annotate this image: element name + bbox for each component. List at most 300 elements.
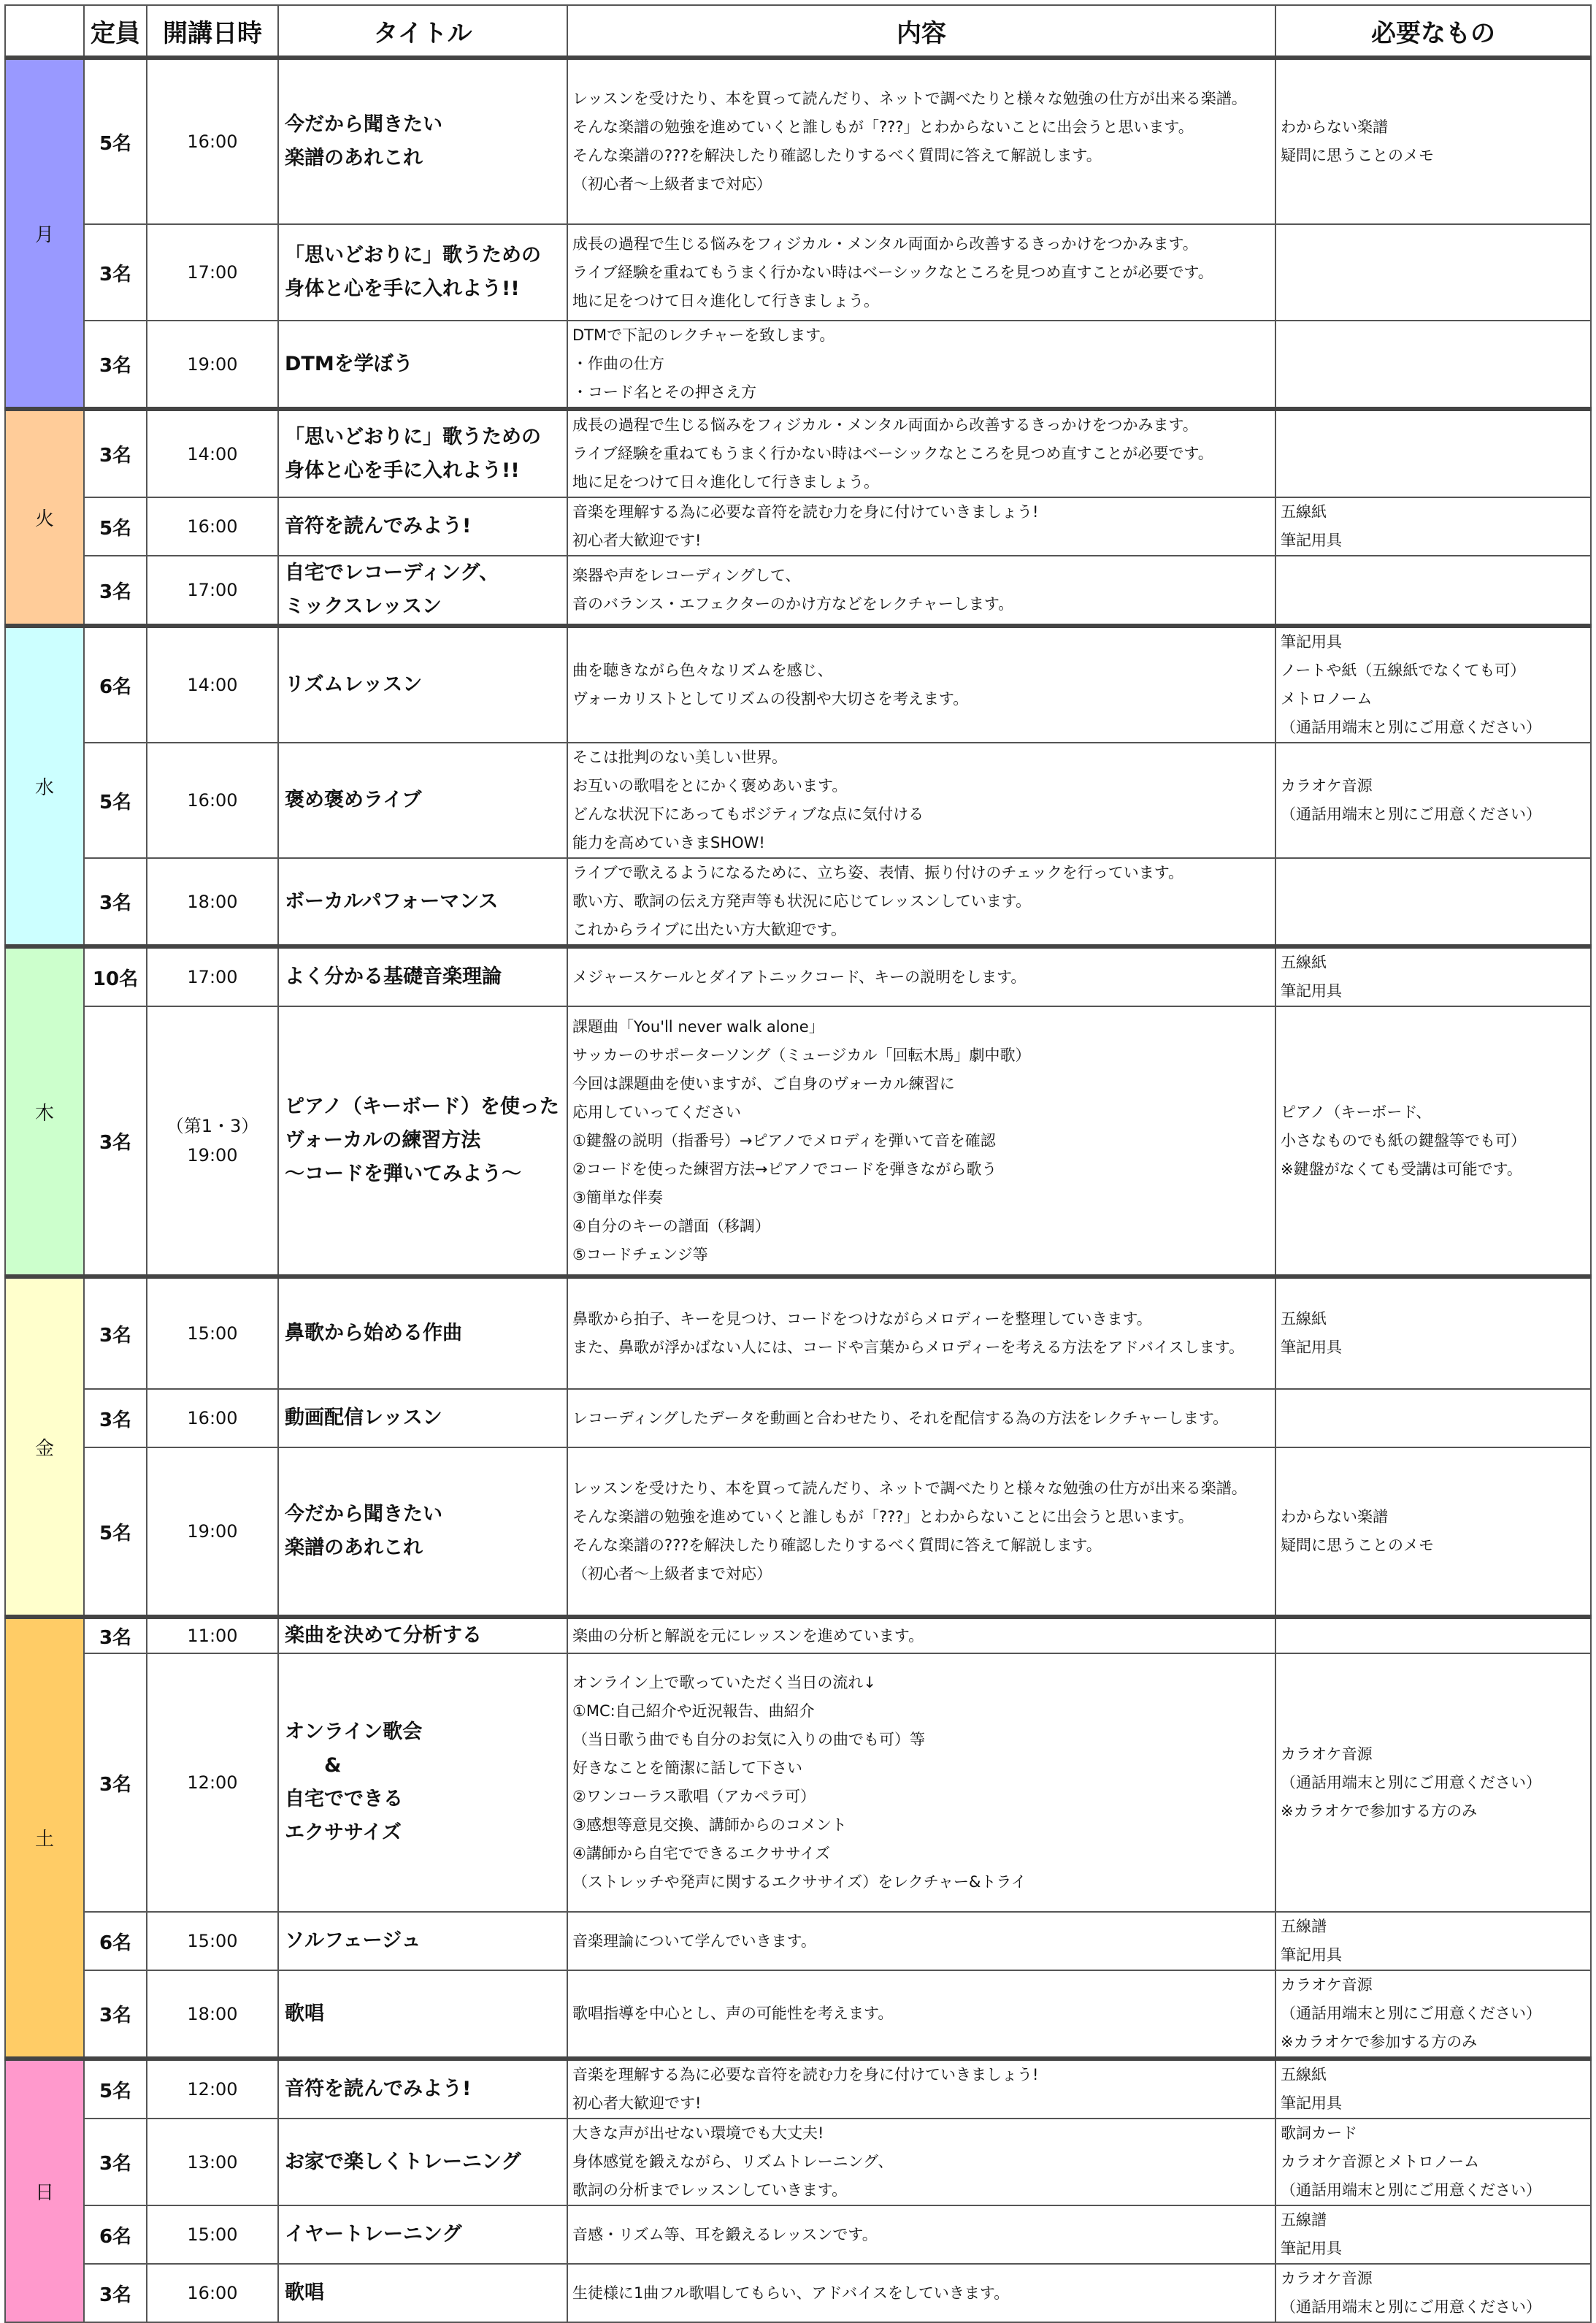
content-line: 応用していってください xyxy=(572,1103,741,1121)
time-line: 15:00 xyxy=(187,1931,238,1951)
needs-line: 筆記用具 xyxy=(1281,2240,1342,2257)
needs-cell xyxy=(1275,1389,1591,1447)
time-cell xyxy=(147,1617,278,1653)
time-line: 19:00 xyxy=(187,1145,238,1166)
content-cell xyxy=(567,409,1275,497)
content-line: ⑤コードチェンジ等 xyxy=(572,1245,708,1263)
content-line: 音楽を理解する為に必要な音符を読む力を身に付けていきましょう! xyxy=(572,503,1039,521)
needs-line: 五線譜 xyxy=(1281,1918,1327,1935)
lesson-row xyxy=(5,946,1591,1006)
time-cell xyxy=(147,497,278,556)
needs-cell xyxy=(1275,58,1591,224)
content-line: メジャースケールとダイアトニックコード、キーの説明をします。 xyxy=(572,968,1027,986)
needs-line: 五線譜 xyxy=(1281,2211,1327,2229)
content-line: 歌唱指導を中心とし、声の可能性を考えます。 xyxy=(572,2005,894,2022)
time-line: （第1・3） xyxy=(166,1116,259,1136)
capacity-cell: 5名 xyxy=(84,497,147,556)
needs-line: わからない楽譜 xyxy=(1281,118,1388,136)
content-line: DTMで下記のレクチャーを致します。 xyxy=(572,326,835,344)
needs-line: （通話用端末と別にご用意ください） xyxy=(1281,2005,1541,2022)
time-cell xyxy=(147,1447,278,1617)
needs-line: 筆記用具 xyxy=(1281,1339,1342,1356)
time-cell xyxy=(147,321,278,409)
time-cell xyxy=(147,224,278,321)
content-line: そんな楽譜の勉強を進めていくと誰しもが「???」とわからないことに出会うと思います。 xyxy=(572,118,1194,136)
content-line: また、鼻歌が浮かばない人には、コードや言葉からメロディーを考える方法をアドバイスします。 xyxy=(572,1339,1245,1356)
needs-cell xyxy=(1275,946,1591,1006)
title-cell xyxy=(278,1389,567,1447)
content-cell xyxy=(567,626,1275,743)
time-line: 16:00 xyxy=(187,790,238,811)
content-line: 地に足をつけて日々進化して行きましょう。 xyxy=(572,473,879,491)
lesson-row xyxy=(5,409,1591,497)
content-cell xyxy=(567,1970,1275,2059)
needs-line: ピアノ（キーボード、 xyxy=(1281,1103,1432,1121)
content-line: サッカーのサポーターソング（ミュージカル「回転木馬」劇中歌） xyxy=(572,1046,1031,1064)
lesson-row xyxy=(5,1653,1591,1912)
title-cell xyxy=(278,556,567,626)
lesson-row xyxy=(5,2059,1591,2119)
needs-line: （通話用端末と別にご用意ください） xyxy=(1281,719,1541,736)
lesson-row xyxy=(5,1912,1591,1970)
needs-cell xyxy=(1275,2059,1591,2119)
time-cell xyxy=(147,556,278,626)
time-cell xyxy=(147,58,278,224)
capacity-cell: 3名 xyxy=(84,556,147,626)
capacity-cell: 5名 xyxy=(84,2059,147,2119)
needs-line: （通話用端末と別にご用意ください） xyxy=(1281,2298,1541,2316)
title-line: 楽譜のあれこれ xyxy=(285,1536,423,1559)
content-line: 曲を聴きながら色々なリズムを感じ、 xyxy=(572,662,833,679)
title-line: ピアノ（キーボード）を使った xyxy=(285,1095,559,1118)
title-line: 楽曲を決めて分析する xyxy=(285,1624,482,1647)
content-cell xyxy=(567,1006,1275,1277)
content-line: ②コードを使った練習方法→ピアノでコードを弾きながら歌う xyxy=(572,1160,997,1178)
title-line: 今だから聞きたい xyxy=(285,1503,442,1526)
title-line: 歌唱 xyxy=(285,2281,324,2304)
content-line: 成長の過程で生じる悩みをフィジカル・メンタル両面から改善するきっかけをつかみます。 xyxy=(572,234,1198,253)
title-cell xyxy=(278,1447,567,1617)
needs-line: ※鍵盤がなくても受講は可能です。 xyxy=(1281,1160,1522,1178)
content-line: そこは批判のない美しい世界。 xyxy=(572,749,787,766)
time-line: 16:00 xyxy=(187,2283,238,2303)
needs-cell xyxy=(1275,1912,1591,1970)
content-line: 好きなことを簡潔に話して下さい xyxy=(572,1759,802,1777)
content-line: 楽器や声をレコーディングして、 xyxy=(572,567,801,584)
content-cell xyxy=(567,743,1275,858)
content-line: そんな楽譜の勉強を進めていくと誰しもが「???」とわからないことに出会うと思います。 xyxy=(572,1508,1194,1526)
title-cell xyxy=(278,1617,567,1653)
needs-line: （通話用端末と別にご用意ください） xyxy=(1281,1773,1541,1791)
title-line: ミックスレッスン xyxy=(285,595,442,618)
content-line: ライブ経験を重ねてもうまく行かない時はベーシックなところを見つめ直すことが必要です。 xyxy=(572,263,1213,281)
time-cell xyxy=(147,1389,278,1447)
capacity-cell: 5名 xyxy=(84,58,147,224)
time-cell xyxy=(147,1653,278,1912)
time-line: 18:00 xyxy=(187,891,238,912)
title-line: エクササイズ xyxy=(285,1821,402,1844)
content-line: 初心者大歓迎です! xyxy=(572,532,702,549)
title-line: 身体と心を手に入れよう!! xyxy=(285,459,520,482)
capacity-cell: 6名 xyxy=(84,2205,147,2264)
lesson-row xyxy=(5,1277,1591,1389)
capacity-cell: 3名 xyxy=(84,1006,147,1277)
content-line: （ストレッチや発声に関するエクササイズ）をレクチャー&トライ xyxy=(572,1873,1027,1891)
time-line: 14:00 xyxy=(187,675,238,695)
content-line: ④講師から自宅でできるエクササイズ xyxy=(572,1845,831,1862)
content-line: お互いの歌唱をとにかく褒めあいます。 xyxy=(572,777,848,795)
content-line: ライブ経験を重ねてもうまく行かない時はベーシックなところを見つめ直すことが必要です。 xyxy=(572,445,1213,462)
content-line: オンライン上で歌っていただく当日の流れ↓ xyxy=(572,1674,876,1691)
header-row xyxy=(5,5,1591,58)
title-line: ～コードを弾いてみよう～ xyxy=(285,1163,521,1185)
lesson-row xyxy=(5,224,1591,321)
needs-cell xyxy=(1275,743,1591,858)
lesson-row xyxy=(5,497,1591,556)
capacity-cell: 6名 xyxy=(84,626,147,743)
title-line: 自宅でできる xyxy=(285,1788,403,1810)
content-line: 大きな声が出せない環境でも大丈夫! xyxy=(572,2124,824,2142)
needs-line: カラオケ音源とメトロノーム xyxy=(1281,2153,1479,2170)
content-line: ③簡単な伴奏 xyxy=(572,1188,663,1206)
time-line: 16:00 xyxy=(187,1408,238,1428)
capacity-cell: 3名 xyxy=(84,1617,147,1653)
content-line: 音のバランス・エフェクターのかけ方などをレクチャーします。 xyxy=(572,595,1014,613)
title-cell xyxy=(278,1653,567,1912)
title-cell xyxy=(278,321,567,409)
capacity-cell: 3名 xyxy=(84,2119,147,2205)
content-line: ④自分のキーの譜面（移調） xyxy=(572,1217,770,1235)
time-line: 16:00 xyxy=(187,131,238,152)
content-line: ②ワンコーラス歌唱（アカペラ可） xyxy=(572,1788,816,1805)
title-line: 歌唱 xyxy=(285,2002,324,2025)
title-line: よく分かる基礎音楽理論 xyxy=(285,965,502,988)
title-cell xyxy=(278,409,567,497)
title-cell xyxy=(278,497,567,556)
title-line: 身体と心を手に入れよう!! xyxy=(285,278,520,300)
needs-cell xyxy=(1275,1277,1591,1389)
title-line: 動画配信レッスン xyxy=(285,1407,442,1429)
header-title: タイトル xyxy=(278,5,567,58)
title-cell xyxy=(278,1912,567,1970)
time-cell xyxy=(147,743,278,858)
needs-line: 筆記用具 xyxy=(1281,532,1342,549)
needs-line: カラオケ音源 xyxy=(1281,2270,1373,2287)
title-line: 鼻歌から始める作曲 xyxy=(285,1322,462,1344)
content-cell xyxy=(567,1447,1275,1617)
content-cell xyxy=(567,1277,1275,1389)
header-capacity: 定員 xyxy=(84,5,147,58)
needs-line: 小さなものでも紙の鍵盤等でも可） xyxy=(1281,1131,1526,1149)
content-line: 音楽理論について学んでいきます。 xyxy=(572,1932,816,1950)
title-line: オンライン歌会 xyxy=(285,1721,423,1743)
title-cell xyxy=(278,1006,567,1277)
needs-cell xyxy=(1275,626,1591,743)
time-cell xyxy=(147,2205,278,2264)
content-line: ヴォーカリストとしてリズムの役割や大切さを考えます。 xyxy=(572,690,969,708)
content-line: ①MC:自己紹介や近況報告、曲紹介 xyxy=(572,1702,815,1720)
title-cell xyxy=(278,2119,567,2205)
needs-cell xyxy=(1275,224,1591,321)
content-cell xyxy=(567,946,1275,1006)
content-line: 楽曲の分析と解説を元にレッスンを進めています。 xyxy=(572,1626,924,1645)
content-line: レコーディングしたデータを動画と合わせたり、それを配信する為の方法をレクチャーします。 xyxy=(572,1409,1229,1427)
time-line: 16:00 xyxy=(187,516,238,537)
content-line: （初心者～上級者まで対応） xyxy=(572,1565,772,1583)
lesson-row xyxy=(5,556,1591,626)
title-line: イヤートレーニング xyxy=(285,2223,462,2246)
content-line: 地に足をつけて日々進化して行きましょう。 xyxy=(572,291,879,310)
needs-line: 歌詞カード xyxy=(1281,2124,1357,2142)
content-line: （当日歌う曲でも自分のお気に入りの曲でも可）等 xyxy=(572,1731,925,1748)
content-line: ・コード名とその押さえ方 xyxy=(572,383,756,401)
needs-line: わからない楽譜 xyxy=(1281,1508,1388,1526)
content-line: そんな楽譜の???を解決したり確認したりするべく質問に答えて解説します。 xyxy=(572,147,1102,164)
time-cell xyxy=(147,409,278,497)
lesson-row xyxy=(5,743,1591,858)
lesson-row xyxy=(5,1389,1591,1447)
needs-line: カラオケ音源 xyxy=(1281,1976,1373,1994)
time-line: 19:00 xyxy=(187,1521,238,1542)
time-cell xyxy=(147,2264,278,2322)
time-line: 15:00 xyxy=(187,1323,238,1344)
time-line: 11:00 xyxy=(187,1626,238,1646)
needs-line: ※カラオケで参加する方のみ xyxy=(1281,2033,1478,2051)
content-cell xyxy=(567,58,1275,224)
lesson-row xyxy=(5,1970,1591,2059)
needs-cell xyxy=(1275,556,1591,626)
content-line: 初心者大歓迎です! xyxy=(572,2094,702,2112)
title-line: 「思いどおりに」歌うための xyxy=(285,244,541,267)
time-cell xyxy=(147,2059,278,2119)
content-line: 今回は課題曲を使いますが、ご自身のヴォーカル練習に xyxy=(572,1074,955,1092)
needs-cell xyxy=(1275,2264,1591,2322)
content-line: ①鍵盤の説明（指番号）→ピアノでメロディを弾いて音を確認 xyxy=(572,1131,996,1149)
needs-line: 五線紙 xyxy=(1281,2066,1327,2083)
time-line: 13:00 xyxy=(187,2151,238,2173)
needs-cell xyxy=(1275,1970,1591,2059)
title-cell xyxy=(278,2205,567,2264)
time-line: 12:00 xyxy=(187,2079,238,2100)
content-cell xyxy=(567,1912,1275,1970)
needs-cell xyxy=(1275,409,1591,497)
day-label: 土 xyxy=(5,1617,84,2059)
title-cell xyxy=(278,858,567,946)
time-cell xyxy=(147,1277,278,1389)
content-line: レッスンを受けたり、本を買って読んだり、ネットで調べたりと様々な勉強の仕方が出来る楽譜。 xyxy=(572,1480,1247,1497)
lesson-row xyxy=(5,2205,1591,2264)
title-cell xyxy=(278,224,567,321)
content-line: 生徒様に1曲フル歌唱してもらい、アドバイスをしていきます。 xyxy=(572,2284,1010,2302)
capacity-cell: 3名 xyxy=(84,858,147,946)
capacity-cell: 5名 xyxy=(84,1447,147,1617)
needs-cell xyxy=(1275,1447,1591,1617)
content-cell xyxy=(567,1617,1275,1653)
day-label: 日 xyxy=(5,2059,84,2322)
capacity-cell: 3名 xyxy=(84,2264,147,2322)
content-cell xyxy=(567,497,1275,556)
needs-line: 筆記用具 xyxy=(1281,2094,1342,2112)
needs-cell xyxy=(1275,2119,1591,2205)
needs-line: カラオケ音源 xyxy=(1281,1745,1373,1763)
lesson-row xyxy=(5,2264,1591,2322)
time-line: 18:00 xyxy=(187,2003,238,2024)
content-line: （初心者～上級者まで対応） xyxy=(572,175,772,193)
content-line: 音感・リズム等、耳を鍛えるレッスンです。 xyxy=(572,2225,878,2243)
day-label: 木 xyxy=(5,946,84,1277)
content-line: ライブで歌えるようになるために、立ち姿、表情、振り付けのチェックを行っています。 xyxy=(572,864,1184,881)
capacity-cell: 6名 xyxy=(84,1912,147,1970)
title-line: 今だから聞きたい xyxy=(285,113,442,136)
header-time: 開講日時 xyxy=(147,5,278,58)
content-line: 能力を高めていきまSHOW! xyxy=(572,834,765,851)
needs-line: ※カラオケで参加する方のみ xyxy=(1281,1802,1478,1820)
capacity-cell: 3名 xyxy=(84,224,147,321)
title-cell xyxy=(278,2264,567,2322)
capacity-cell: 3名 xyxy=(84,1277,147,1389)
capacity-cell: 5名 xyxy=(84,743,147,858)
needs-line: 五線紙 xyxy=(1281,1310,1327,1328)
lesson-row xyxy=(5,1006,1591,1277)
needs-cell xyxy=(1275,321,1591,409)
time-line: 19:00 xyxy=(187,353,238,375)
title-cell xyxy=(278,58,567,224)
header-content: 内容 xyxy=(567,5,1275,58)
capacity-cell: 3名 xyxy=(84,321,147,409)
title-line: 楽譜のあれこれ xyxy=(285,147,423,169)
time-line: 17:00 xyxy=(187,262,238,283)
title-line: 「思いどおりに」歌うための xyxy=(285,425,541,448)
lesson-row xyxy=(5,1447,1591,1617)
title-cell xyxy=(278,626,567,743)
content-cell xyxy=(567,1653,1275,1912)
title-line: リズムレッスン xyxy=(285,673,423,696)
time-line: 15:00 xyxy=(187,2224,238,2245)
title-line: ソルフェージュ xyxy=(285,1929,421,1952)
time-cell xyxy=(147,1912,278,1970)
title-line: DTMを学ぼう xyxy=(285,352,413,375)
content-line: 音楽を理解する為に必要な音符を読む力を身に付けていきましょう! xyxy=(572,2066,1039,2083)
needs-line: ノートや紙（五線紙でなくても可） xyxy=(1281,662,1526,679)
title-cell xyxy=(278,2059,567,2119)
needs-line: メトロノーム xyxy=(1281,690,1373,708)
content-line: そんな楽譜の???を解決したり確認したりするべく質問に答えて解説します。 xyxy=(572,1536,1102,1554)
time-line: 12:00 xyxy=(187,1772,238,1793)
lesson-row xyxy=(5,2119,1591,2205)
day-label: 金 xyxy=(5,1277,84,1617)
capacity-cell: 3名 xyxy=(84,1389,147,1447)
content-cell xyxy=(567,2119,1275,2205)
time-cell xyxy=(147,946,278,1006)
needs-line: カラオケ音源 xyxy=(1281,777,1373,795)
needs-cell xyxy=(1275,1006,1591,1277)
needs-line: 五線紙 xyxy=(1281,954,1327,971)
content-line: 歌い方、歌詞の伝え方発声等も状況に応じてレッスンしています。 xyxy=(572,892,1032,910)
header-day xyxy=(5,5,84,58)
title-line: ボーカルパフォーマンス xyxy=(285,889,499,913)
content-cell xyxy=(567,858,1275,946)
needs-cell xyxy=(1275,1653,1591,1912)
content-cell xyxy=(567,2205,1275,2264)
time-line: 14:00 xyxy=(187,443,238,464)
time-cell xyxy=(147,2119,278,2205)
time-cell xyxy=(147,626,278,743)
needs-cell xyxy=(1275,1617,1591,1653)
needs-line: （通話用端末と別にご用意ください） xyxy=(1281,805,1541,823)
title-line: 音符を読んでみよう! xyxy=(285,515,472,537)
title-line: 音符を読んでみよう! xyxy=(285,2078,472,2100)
content-cell xyxy=(567,224,1275,321)
title-line: 褒め褒めライブ xyxy=(285,789,422,811)
schedule-sheet xyxy=(4,4,1590,2316)
content-cell xyxy=(567,2059,1275,2119)
content-cell xyxy=(567,321,1275,409)
lesson-row xyxy=(5,321,1591,409)
header-needs: 必要なもの xyxy=(1275,5,1591,58)
content-line: ・作曲の仕方 xyxy=(572,355,664,372)
needs-line: 筆記用具 xyxy=(1281,1946,1342,1964)
needs-line: 五線紙 xyxy=(1281,503,1327,521)
time-cell xyxy=(147,1006,278,1277)
title-line: お家で楽しくトレーニング xyxy=(285,2150,521,2173)
day-label: 火 xyxy=(5,409,84,626)
capacity-cell: 3名 xyxy=(84,1970,147,2059)
lesson-row xyxy=(5,58,1591,224)
lesson-row xyxy=(5,858,1591,946)
title-cell xyxy=(278,946,567,1006)
content-cell xyxy=(567,2264,1275,2322)
needs-cell xyxy=(1275,2205,1591,2264)
needs-line: 筆記用具 xyxy=(1281,633,1342,651)
capacity-cell: 10名 xyxy=(84,946,147,1006)
content-cell xyxy=(567,1389,1275,1447)
content-cell xyxy=(567,556,1275,626)
content-line: 歌詞の分析までレッスンしていきます。 xyxy=(572,2181,848,2199)
time-cell xyxy=(147,858,278,946)
schedule-body xyxy=(5,58,1591,2322)
title-cell xyxy=(278,1970,567,2059)
time-line: 17:00 xyxy=(187,580,238,600)
needs-cell xyxy=(1275,858,1591,946)
needs-line: 疑問に思うことのメモ xyxy=(1281,147,1434,164)
lesson-row xyxy=(5,1617,1591,1653)
content-line: 身体感覚を鍛えながら、リズムトレーニング、 xyxy=(572,2153,894,2170)
title-cell xyxy=(278,743,567,858)
lesson-row xyxy=(5,626,1591,743)
content-line: どんな状況下にあってもポジティブな点に気付ける xyxy=(572,805,924,823)
schedule-table xyxy=(4,4,1592,2323)
needs-cell xyxy=(1275,497,1591,556)
title-line: 自宅でレコーディング、 xyxy=(285,562,499,584)
title-cell xyxy=(278,1277,567,1389)
title-line: & xyxy=(285,1754,342,1777)
needs-line: 筆記用具 xyxy=(1281,982,1342,1000)
content-line: これからライブに出たい方大歓迎です。 xyxy=(572,921,847,938)
content-line: ③感想等意見交換、講師からのコメント xyxy=(572,1816,847,1834)
capacity-cell: 3名 xyxy=(84,409,147,497)
day-label: 月 xyxy=(5,58,84,409)
time-line: 17:00 xyxy=(187,967,238,987)
content-line: レッスンを受けたり、本を買って読んだり、ネットで調べたりと様々な勉強の仕方が出来る楽譜。 xyxy=(572,90,1247,107)
needs-line: 疑問に思うことのメモ xyxy=(1281,1536,1434,1554)
needs-line: （通話用端末と別にご用意ください） xyxy=(1281,2181,1541,2199)
title-line: ヴォーカルの練習方法 xyxy=(285,1129,481,1152)
capacity-cell: 3名 xyxy=(84,1653,147,1912)
content-line: 成長の過程で生じる悩みをフィジカル・メンタル両面から改善するきっかけをつかみます。 xyxy=(572,416,1198,434)
content-line: 課題曲「You'll never walk alone」 xyxy=(572,1017,824,1036)
content-line: 鼻歌から拍子、キーを見つけ、コードをつけながらメロディーを整理していきます。 xyxy=(572,1310,1152,1328)
time-cell xyxy=(147,1970,278,2059)
